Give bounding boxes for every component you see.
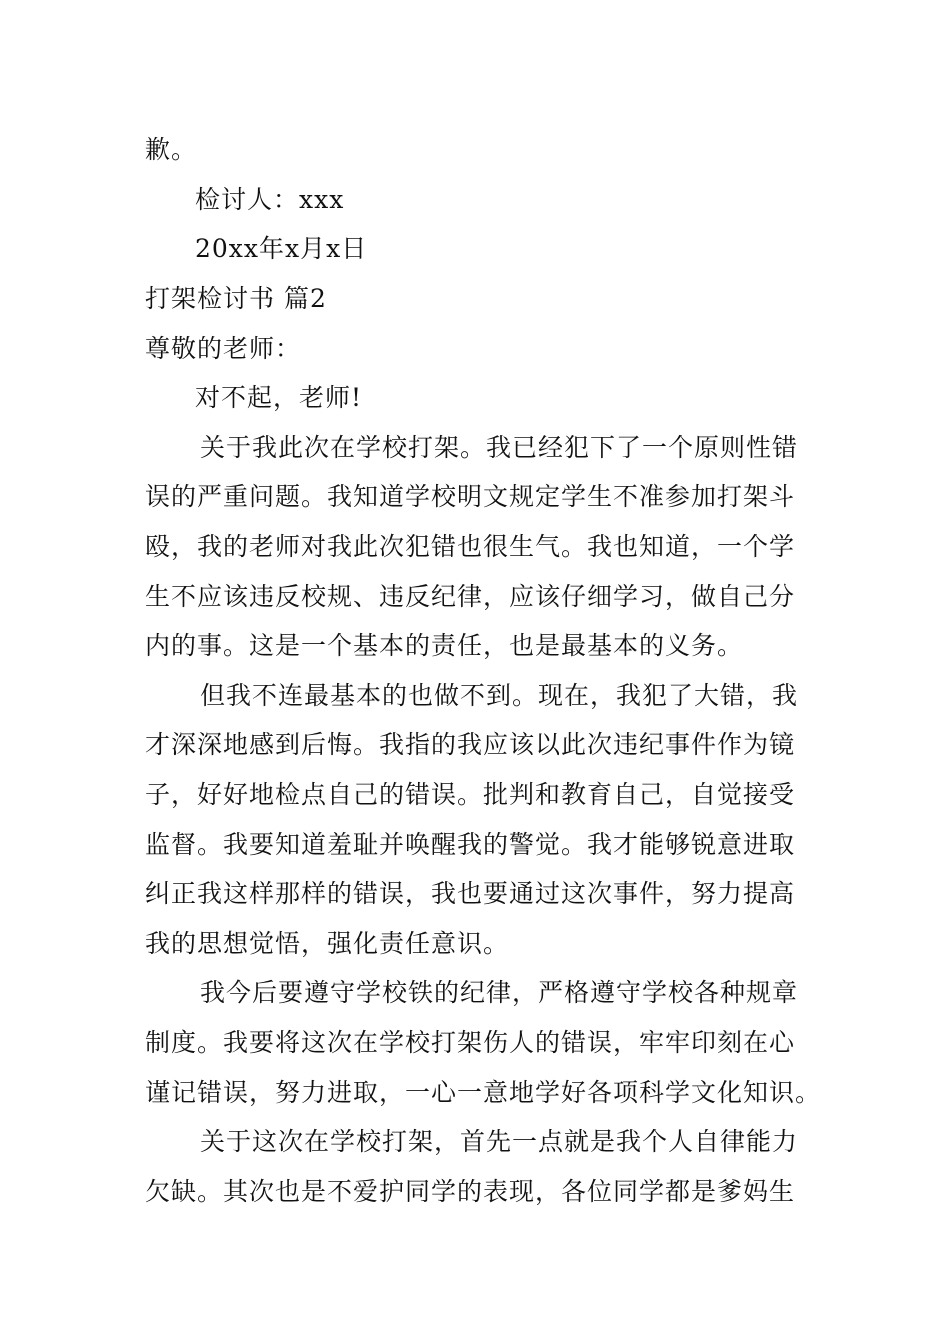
paragraph-line: 纠正我这样那样的错误，我也要通过这次事件，努力提高 [145, 879, 796, 908]
paragraph-line: 但我不连最基本的也做不到。现在，我犯了大错，我 [200, 681, 799, 710]
paragraph-line: 殴，我的老师对我此次犯错也很生气。我也知道，一个学 [145, 532, 796, 561]
paragraph-line: 才深深地感到后悔。我指的我应该以此次违纪事件作为镜 [145, 730, 796, 759]
paragraph-line: 生不应该违反校规、违反纪律，应该仔细学习，做自己分 [145, 582, 796, 611]
paragraph-line: 关于我此次在学校打架。我已经犯下了一个原则性错 [200, 433, 799, 462]
paragraph-line: 欠缺。其次也是不爱护同学的表现，各位同学都是爹妈生 [145, 1177, 796, 1206]
paragraph-line: 关于这次在学校打架，首先一点就是我个人自律能力 [200, 1127, 799, 1156]
paragraph-line: 监督。我要知道羞耻并唤醒我的警觉。我才能够锐意进取 [145, 830, 796, 859]
paragraph-line: 子，好好地检点自己的错误。批判和教育自己，自觉接受 [145, 780, 796, 809]
paragraph-line: 内的事。这是一个基本的责任，也是最基本的义务。 [145, 631, 744, 660]
section-title: 打架检讨书 篇2 [145, 284, 327, 313]
paragraph-line: 我的思想觉悟，强化责任意识。 [145, 929, 510, 958]
paragraph-line: 制度。我要将这次在学校打架伤人的错误，牢牢印刻在心 [145, 1028, 796, 1057]
text-line: 歉。 [145, 135, 198, 164]
salutation: 尊敬的老师： [145, 334, 302, 363]
paragraph-line: 谨记错误，努力进取，一心一意地学好各项科学文化知识。 [145, 1078, 822, 1107]
paragraph-line: 我今后要遵守学校铁的纪律，严格遵守学校各种规章 [200, 978, 799, 1007]
signature-line: 检讨人：xxx [195, 185, 345, 214]
paragraph-line: 误的严重问题。我知道学校明文规定学生不准参加打架斗 [145, 482, 796, 511]
text-line: 对不起，老师! [195, 383, 363, 412]
date-line: 20xx年x月x日 [195, 234, 368, 263]
